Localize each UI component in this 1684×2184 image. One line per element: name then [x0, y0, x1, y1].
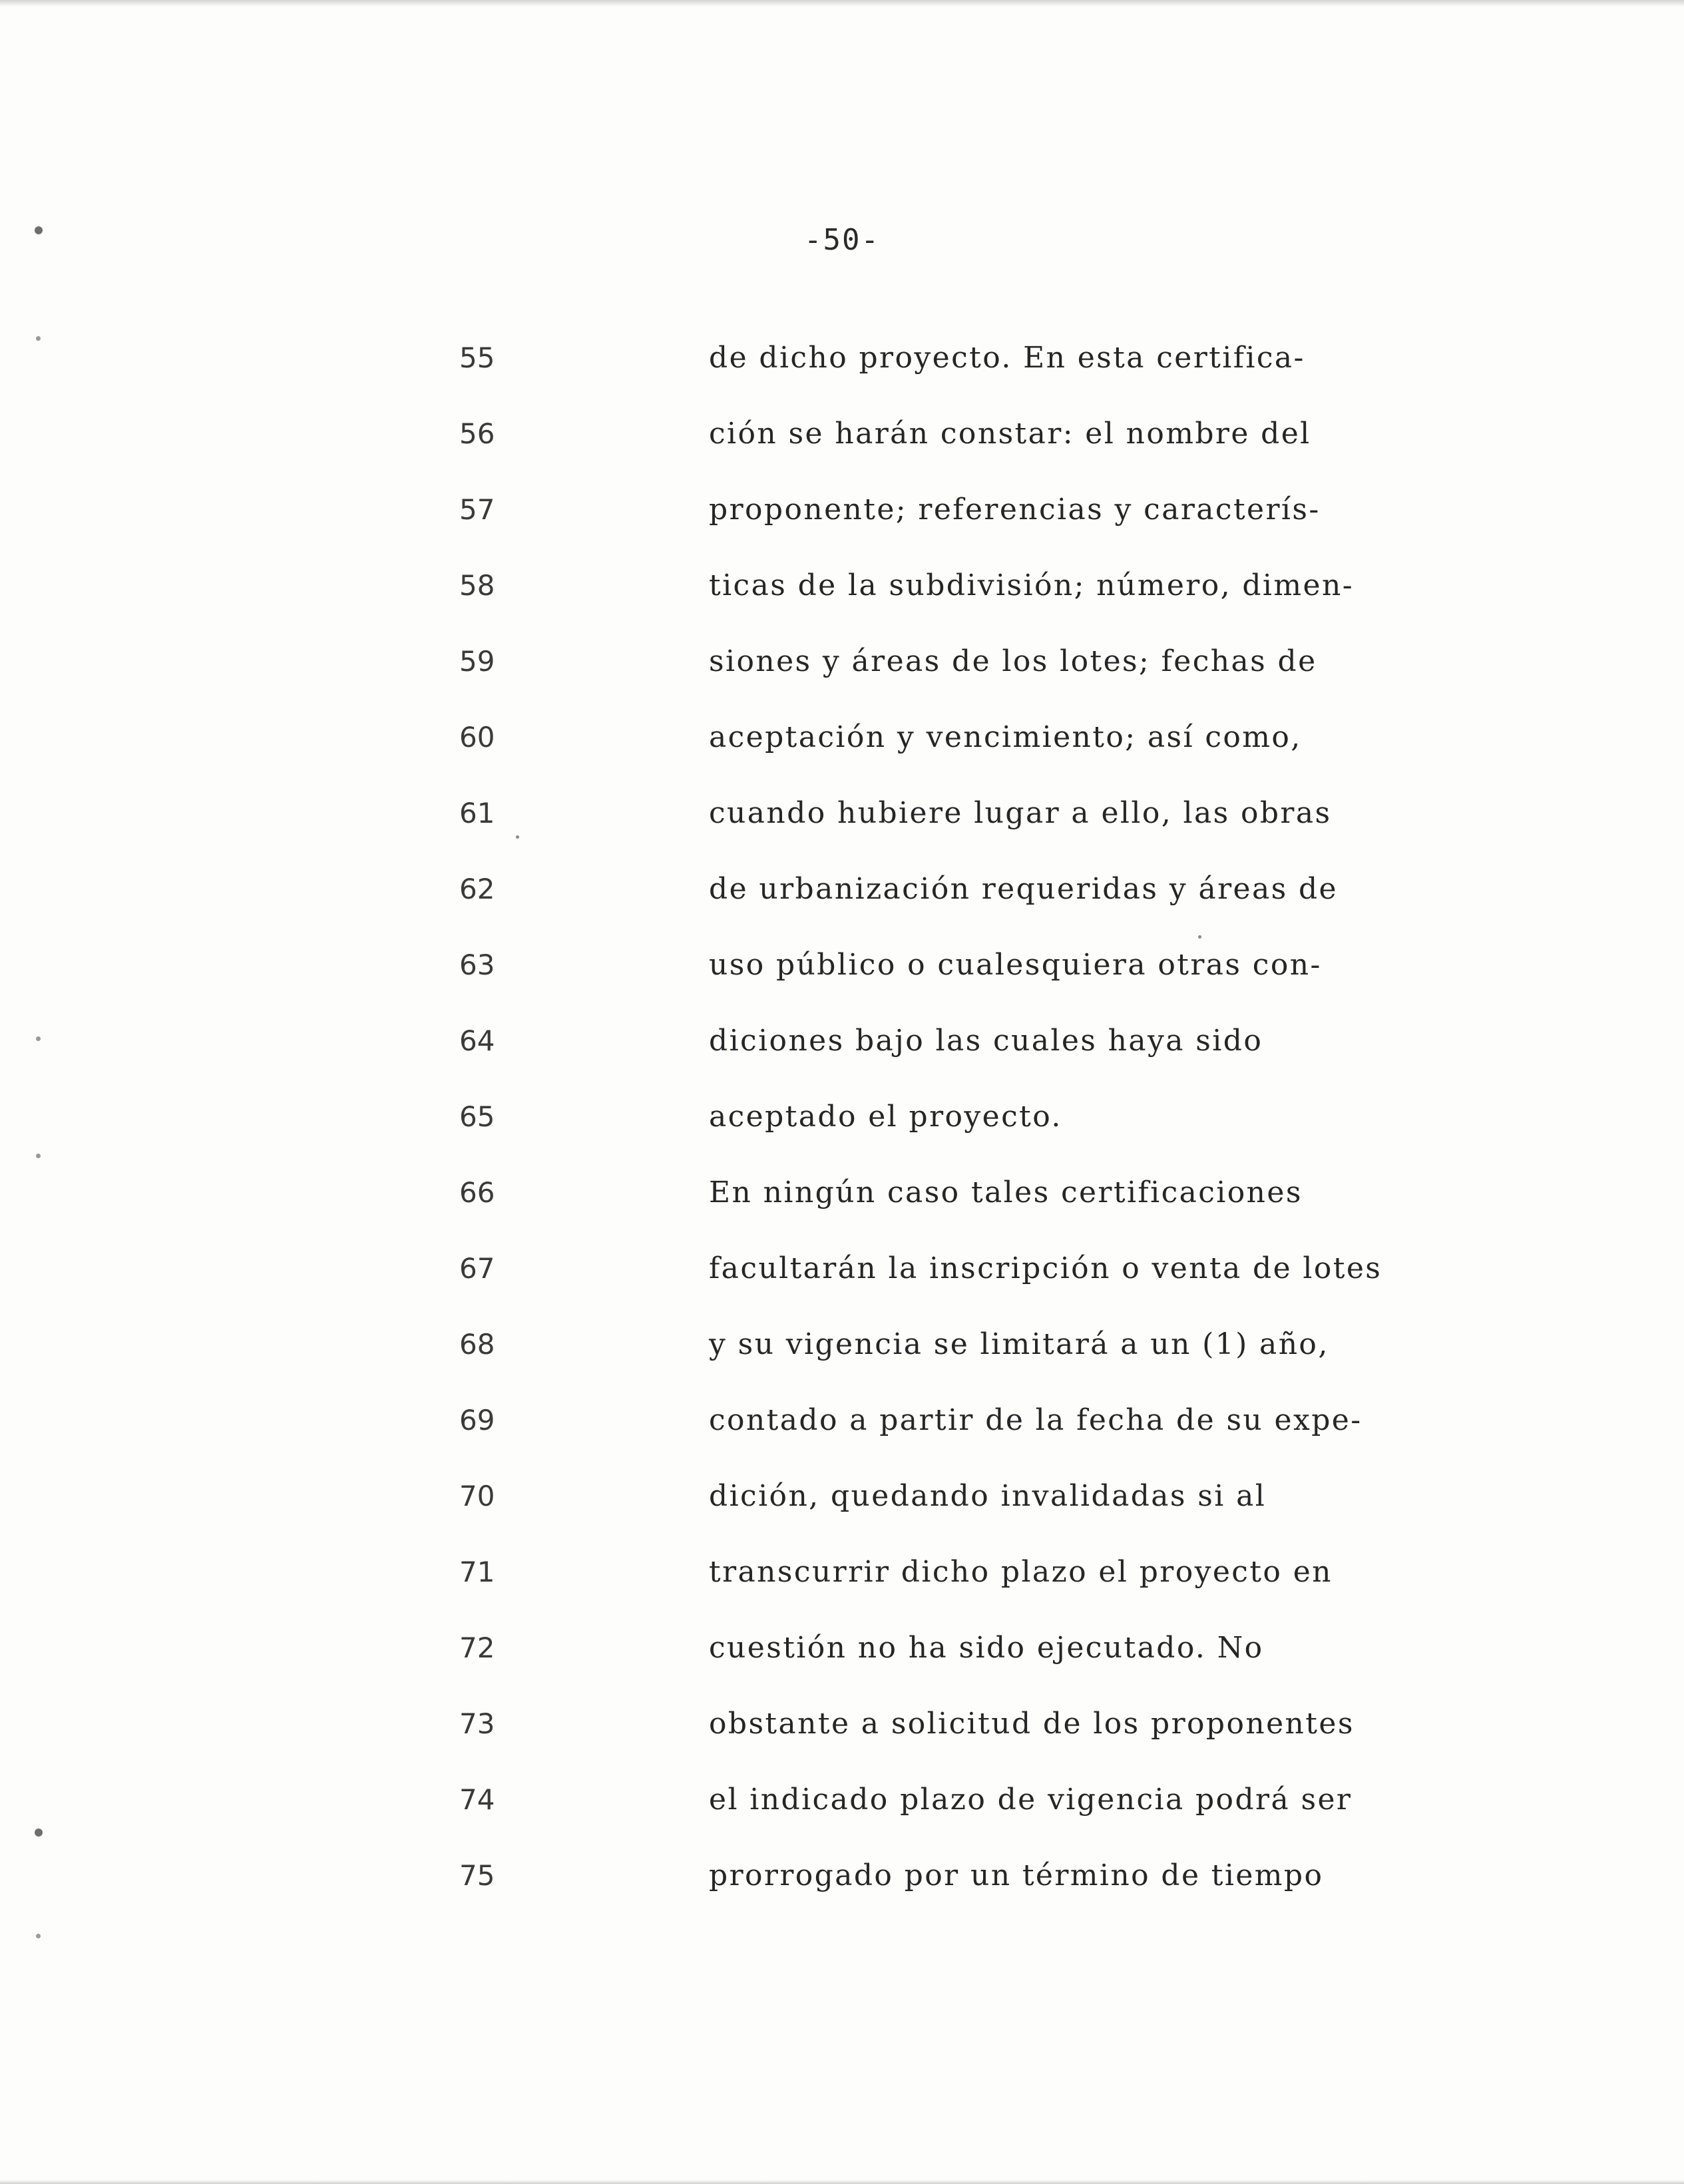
text-line: facultarán la inscripción o venta de lotes [709, 1251, 1382, 1285]
binder-hole-mark [36, 1154, 41, 1158]
text-line: diciones bajo las cuales haya sido [709, 1024, 1263, 1058]
line-number: 65 [459, 1100, 495, 1133]
scan-bottom-edge [0, 2180, 1684, 2184]
text-line: siones y áreas de los lotes; fechas de [709, 644, 1317, 678]
text-line: dición, quedando invalidadas si al [709, 1479, 1267, 1513]
line-number: 57 [459, 493, 495, 526]
line-number: 63 [459, 949, 495, 981]
line-number: 61 [459, 797, 495, 829]
binder-hole-mark [36, 1036, 41, 1041]
text-line: transcurrir dicho plazo el proyecto en [709, 1555, 1333, 1589]
text-line: proponente; referencias y caracterís- [709, 493, 1321, 527]
line-number: 59 [459, 645, 495, 678]
line-number: 72 [459, 1632, 495, 1664]
text-line: aceptación y vencimiento; así como, [709, 720, 1302, 754]
text-line: y su vigencia se limitará a un (1) año, [709, 1327, 1329, 1361]
page-number: -50- [804, 223, 880, 257]
line-number: 62 [459, 873, 495, 905]
text-line: aceptado el proyecto. [709, 1100, 1062, 1134]
text-line: cuando hubiere lugar a ello, las obras [709, 796, 1332, 830]
line-number: 70 [459, 1480, 495, 1512]
body-text [709, 338, 1481, 1932]
line-number: 67 [459, 1252, 495, 1285]
text-line: de urbanización requeridas y áreas de [709, 872, 1338, 906]
line-number: 58 [459, 569, 495, 602]
line-number: 74 [459, 1783, 495, 1816]
line-number-column [459, 338, 532, 1932]
text-line: En ningún caso tales certificaciones [709, 1176, 1303, 1209]
line-number: 68 [459, 1328, 495, 1361]
line-number: 75 [459, 1859, 495, 1892]
line-number: 55 [459, 341, 495, 374]
binder-hole-mark [36, 336, 41, 341]
line-number: 69 [459, 1404, 495, 1436]
binder-hole-mark [36, 1934, 41, 1938]
text-line: obstante a solicitud de los proponentes [709, 1707, 1355, 1741]
binder-hole-mark [35, 1829, 43, 1837]
text-line: uso público o cualesquiera otras con- [709, 948, 1322, 982]
text-line: ción se harán constar: el nombre del [709, 417, 1311, 451]
scan-top-edge [0, 0, 1684, 7]
text-line: ticas de la subdivisión; número, dimen- [709, 568, 1354, 602]
text-line: de dicho proyecto. En esta certifica- [709, 341, 1305, 375]
line-number: 71 [459, 1556, 495, 1588]
line-number: 64 [459, 1024, 495, 1057]
line-number: 56 [459, 417, 495, 450]
text-line: contado a partir de la fecha de su expe- [709, 1403, 1363, 1437]
line-number: 60 [459, 721, 495, 754]
text-line: cuestión no ha sido ejecutado. No [709, 1631, 1264, 1665]
line-number: 73 [459, 1707, 495, 1740]
line-number: 66 [459, 1176, 495, 1209]
text-line: prorrogado por un término de tiempo [709, 1858, 1324, 1892]
text-line: el indicado plazo de vigencia podrá ser [709, 1783, 1353, 1817]
